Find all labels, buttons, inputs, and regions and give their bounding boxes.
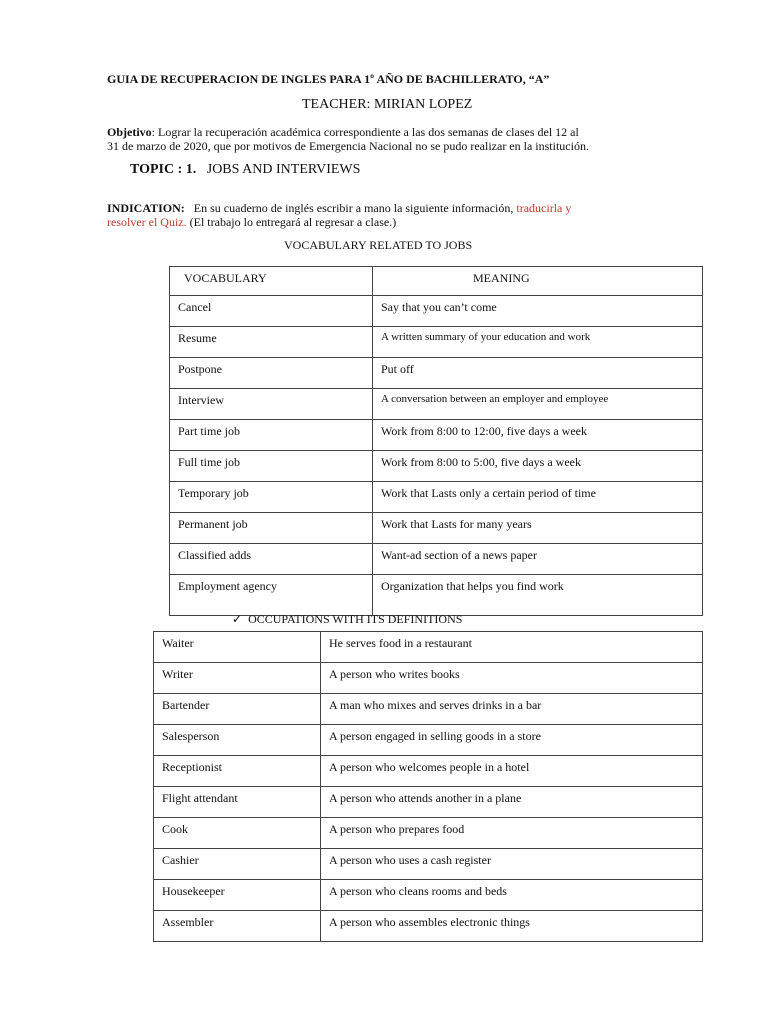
table-row: [154, 632, 703, 663]
checkmark-icon: ✓: [232, 612, 243, 626]
table-row: [170, 358, 703, 389]
occupation-definition: A person who attends another in a plane: [321, 787, 703, 818]
occupation-name: Flight attendant: [154, 787, 321, 818]
vocab-word: Cancel: [170, 296, 373, 327]
indication-highlight-1: traducirla y: [516, 201, 572, 215]
indication-text-1: En su cuaderno de inglés escribir a mano la siguiente información,: [193, 201, 514, 215]
occupation-name: Housekeeper: [154, 880, 321, 911]
vocabulary-header-row: [170, 267, 703, 296]
objective-text-1: : Lograr la recuperación académica correspondiente a las dos semanas de clases del 12 al: [151, 125, 579, 139]
objective-line-2: 31 de marzo de 2020, que por motivos de Emergencia Nacional no se pudo realizar en la institución.: [107, 139, 589, 153]
document-title: GUIA DE RECUPERACION DE INGLES PARA 1º AÑO DE BACHILLERATO, “A”: [107, 72, 550, 86]
vocab-word: Full time job: [170, 451, 373, 482]
occupation-definition: A person who cleans rooms and beds: [321, 880, 703, 911]
vocab-meaning: Organization that helps you find work: [373, 575, 703, 616]
table-row: [154, 880, 703, 911]
indication-label: INDICATION:: [107, 201, 185, 215]
table-row: [154, 849, 703, 880]
vocab-word: Temporary job: [170, 482, 373, 513]
occupations-title-text: OCCUPATIONS WITH ITS DEFINITIONS: [248, 612, 463, 626]
table-row: [154, 694, 703, 725]
occupation-name: Cashier: [154, 849, 321, 880]
topic-label: TOPIC : 1.: [130, 162, 197, 177]
occupation-name: Assembler: [154, 911, 321, 942]
occupation-definition: A person who uses a cash register: [321, 849, 703, 880]
occupation-name: Cook: [154, 818, 321, 849]
occupation-definition: A person who welcomes people in a hotel: [321, 756, 703, 787]
vocab-word: Employment agency: [170, 575, 373, 616]
occupation-name: Salesperson: [154, 725, 321, 756]
indication-line-2: [107, 215, 396, 230]
vocab-meaning: Work that Lasts only a certain period of time: [373, 482, 703, 513]
table-row: [170, 296, 703, 327]
table-row: [170, 513, 703, 544]
occupations-table: [153, 631, 703, 942]
vocab-meaning: Want-ad section of a news paper: [373, 544, 703, 575]
occupation-definition: A person engaged in selling goods in a store: [321, 725, 703, 756]
table-row: [170, 575, 703, 616]
topic-title: JOBS AND INTERVIEWS: [206, 162, 361, 177]
teacher-line: TEACHER: MIRIAN LOPEZ: [302, 97, 473, 112]
vocab-meaning: Work that Lasts for many years: [373, 513, 703, 544]
occupation-name: Bartender: [154, 694, 321, 725]
occupation-definition: A person who assembles electronic things: [321, 911, 703, 942]
vocab-meaning: Work from 8:00 to 5:00, five days a week: [373, 451, 703, 482]
indication-text-2: (El trabajo lo entregará al regresar a clase.): [189, 215, 397, 229]
table-row: [170, 451, 703, 482]
occupation-definition: A person who writes books: [321, 663, 703, 694]
vocab-word: Resume: [170, 327, 373, 358]
occupation-definition: He serves food in a restaurant: [321, 632, 703, 663]
table-row: [170, 389, 703, 420]
indication-highlight-2: resolver el Quiz.: [107, 215, 187, 229]
vocab-meaning: Work from 8:00 to 12:00, five days a week: [373, 420, 703, 451]
table-row: [154, 725, 703, 756]
vocab-meaning: Say that you can’t come: [373, 296, 703, 327]
meaning-column-header: MEANING: [373, 267, 703, 296]
table-row: [170, 327, 703, 358]
vocab-word: Classified adds: [170, 544, 373, 575]
vocab-meaning: Put off: [373, 358, 703, 389]
occupation-definition: A person who prepares food: [321, 818, 703, 849]
vocab-word: Part time job: [170, 420, 373, 451]
occupation-name: Receptionist: [154, 756, 321, 787]
vocabulary-column-header: VOCABULARY: [170, 267, 373, 296]
table-row: [154, 756, 703, 787]
vocab-section-title: VOCABULARY RELATED TO JOBS: [284, 238, 473, 252]
occupation-name: Waiter: [154, 632, 321, 663]
table-row: [170, 482, 703, 513]
table-row: [170, 420, 703, 451]
table-row: [154, 787, 703, 818]
topic-heading: [130, 162, 360, 178]
occupation-definition: A man who mixes and serves drinks in a bar: [321, 694, 703, 725]
table-row: [154, 818, 703, 849]
objective-label: Objetivo: [107, 125, 152, 139]
objective-line-1: [107, 125, 579, 140]
vocab-meaning: A conversation between an employer and employee: [373, 389, 703, 420]
occupations-section-title: [232, 612, 462, 627]
vocab-meaning: A written summary of your education and work: [373, 327, 703, 358]
vocabulary-table: [169, 266, 703, 616]
table-row: [170, 544, 703, 575]
vocab-word: Postpone: [170, 358, 373, 389]
indication-line-1: [107, 201, 571, 216]
table-row: [154, 663, 703, 694]
occupation-name: Writer: [154, 663, 321, 694]
vocab-word: Interview: [170, 389, 373, 420]
table-row: [154, 911, 703, 942]
vocab-word: Permanent job: [170, 513, 373, 544]
